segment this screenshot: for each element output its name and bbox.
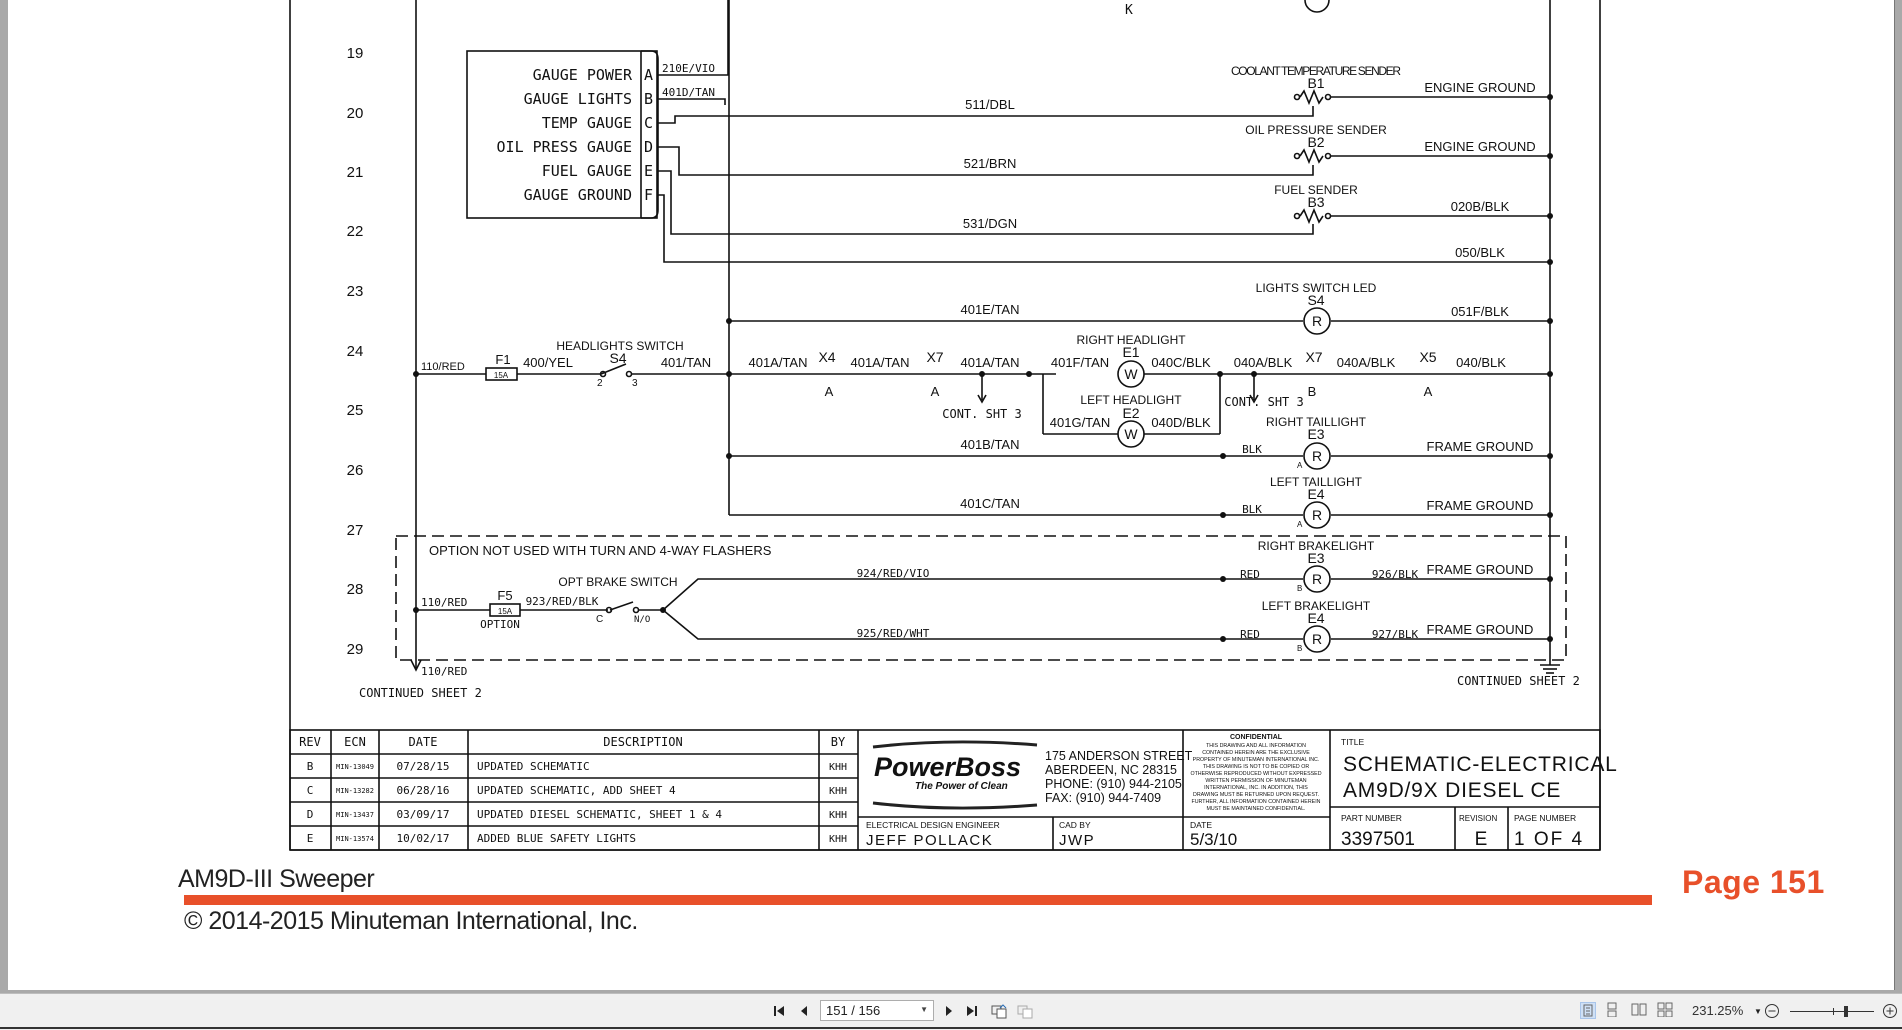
svg-text:FUEL SENDER: FUEL SENDER xyxy=(1274,183,1358,197)
svg-text:COOLANT TEMPERATURE SENDER: COOLANT TEMPERATURE SENDER xyxy=(1231,64,1401,78)
svg-text:RIGHT BRAKELIGHT: RIGHT BRAKELIGHT xyxy=(1257,539,1375,553)
svg-text:FUEL GAUGE: FUEL GAUGE xyxy=(541,162,632,180)
svg-text:KHH: KHH xyxy=(828,786,848,797)
svg-text:KHH: KHH xyxy=(828,810,848,821)
svg-text:050/BLK: 050/BLK xyxy=(1455,245,1505,260)
svg-text:UPDATED DIESEL SCHEMATIC, SHEE: UPDATED DIESEL SCHEMATIC, SHEET 1 & 4 xyxy=(477,808,723,821)
zoom-in-icon xyxy=(1882,1003,1898,1019)
svg-text:B: B xyxy=(1297,644,1303,653)
svg-text:RIGHT HEADLIGHT: RIGHT HEADLIGHT xyxy=(1076,333,1186,347)
svg-text:ELECTRICAL DESIGN ENGINEER: ELECTRICAL DESIGN ENGINEER xyxy=(866,820,1000,830)
svg-text:110/RED: 110/RED xyxy=(421,361,465,373)
zoom-out-button[interactable] xyxy=(1764,1002,1780,1020)
zoom-dropdown-icon[interactable]: ▼ xyxy=(1754,1006,1762,1016)
svg-text:B: B xyxy=(644,90,654,108)
continuous-view-button[interactable] xyxy=(1605,1002,1621,1019)
svg-text:10/02/17: 10/02/17 xyxy=(396,832,450,845)
svg-text:E3: E3 xyxy=(1307,550,1325,566)
svg-text:051F/BLK: 051F/BLK xyxy=(1451,304,1509,319)
svg-text:E3: E3 xyxy=(1307,426,1325,442)
svg-text:ENGINE GROUND: ENGINE GROUND xyxy=(1424,80,1536,95)
viewer-toolbar xyxy=(0,993,1902,1030)
svg-text:B: B xyxy=(1307,384,1317,399)
next-view-icon xyxy=(1017,1003,1033,1019)
svg-text:1 OF 4: 1 OF 4 xyxy=(1514,829,1585,850)
svg-text:X5: X5 xyxy=(1419,349,1437,365)
svg-text:C: C xyxy=(306,784,314,797)
svg-text:TITLE: TITLE xyxy=(1341,737,1365,747)
svg-text:MUST BE MAINTAINED CONFIDENTIA: MUST BE MAINTAINED CONFIDENTIAL. xyxy=(1206,806,1306,812)
svg-text:WRITTEN PERMISSION OF MINUTEMA: WRITTEN PERMISSION OF MINUTEMAN xyxy=(1205,778,1307,784)
page-number-field[interactable] xyxy=(820,1000,934,1021)
svg-text:ABERDEEN, NC 28315: ABERDEEN, NC 28315 xyxy=(1045,763,1178,777)
svg-text:CONTAINED HEREIN ARE THE EXCLU: CONTAINED HEREIN ARE THE EXCLUSIVE xyxy=(1202,750,1310,756)
facing-icon xyxy=(1631,1002,1647,1017)
revision-table xyxy=(299,735,847,845)
svg-text:A: A xyxy=(824,384,834,399)
svg-text:BY: BY xyxy=(830,735,846,749)
svg-text:24: 24 xyxy=(346,343,364,360)
svg-text:KHH: KHH xyxy=(828,762,848,773)
svg-text:S4: S4 xyxy=(609,350,627,366)
svg-text:GAUGE LIGHTS: GAUGE LIGHTS xyxy=(523,90,632,108)
svg-text:OPTION: OPTION xyxy=(480,618,520,631)
zoom-level[interactable]: 231.25% xyxy=(1692,1003,1744,1018)
svg-text:521/BRN: 521/BRN xyxy=(963,156,1017,171)
svg-text:27: 27 xyxy=(346,522,364,539)
first-page-icon xyxy=(773,1004,787,1018)
svg-text:401A/TAN: 401A/TAN xyxy=(850,355,910,370)
svg-text:LIGHTS SWITCH LED: LIGHTS SWITCH LED xyxy=(1255,281,1377,295)
next-page-button[interactable] xyxy=(942,1002,956,1020)
svg-text:PHONE: (910) 944-2105: PHONE: (910) 944-2105 xyxy=(1045,777,1182,791)
svg-text:OPT BRAKE SWITCH: OPT BRAKE SWITCH xyxy=(558,575,678,589)
svg-text:JEFF POLLACK: JEFF POLLACK xyxy=(866,832,994,849)
single-page-icon xyxy=(1581,1003,1595,1018)
svg-text:15A: 15A xyxy=(497,607,513,616)
svg-text:CONTINUED SHEET 2: CONTINUED SHEET 2 xyxy=(1457,674,1580,688)
svg-text:THIS DRAWING IS NOT TO BE COPI: THIS DRAWING IS NOT TO BE COPIED OR xyxy=(1202,764,1310,770)
svg-text:RIGHT TAILLIGHT: RIGHT TAILLIGHT xyxy=(1265,415,1367,429)
svg-text:F: F xyxy=(644,186,654,204)
svg-text:E4: E4 xyxy=(1307,610,1325,626)
page-number-value: 151 / 156 xyxy=(826,1003,881,1018)
svg-text:511/DBL: 511/DBL xyxy=(965,97,1015,112)
svg-text:924/RED/VIO: 924/RED/VIO xyxy=(856,567,930,580)
footer-accent-bar xyxy=(184,895,1652,905)
svg-text:DATE: DATE xyxy=(408,735,438,749)
svg-text:040A/BLK: 040A/BLK xyxy=(1233,355,1293,370)
svg-text:401E/TAN: 401E/TAN xyxy=(960,302,1020,317)
svg-text:PowerBoss: PowerBoss xyxy=(874,752,1022,782)
svg-text:040C/BLK: 040C/BLK xyxy=(1151,355,1211,370)
svg-text:401B/TAN: 401B/TAN xyxy=(960,437,1020,452)
svg-text:PART NUMBER: PART NUMBER xyxy=(1341,813,1402,823)
svg-text:PROPERTY OF MINUTEMAN INTERNAT: PROPERTY OF MINUTEMAN INTERNATIONAL INC. xyxy=(1192,757,1320,763)
svg-text:923/RED/BLK: 923/RED/BLK xyxy=(525,595,599,608)
svg-text:BLK: BLK xyxy=(1242,443,1262,456)
svg-text:OIL PRESS GAUGE: OIL PRESS GAUGE xyxy=(496,138,632,156)
powerboss-logo xyxy=(873,742,1037,808)
svg-text:401F/TAN: 401F/TAN xyxy=(1050,355,1110,370)
svg-text:B1: B1 xyxy=(1307,75,1325,91)
svg-text:401A/TAN: 401A/TAN xyxy=(960,355,1020,370)
svg-text:175 ANDERSON STREET: 175 ANDERSON STREET xyxy=(1045,749,1193,763)
svg-text:CONFIDENTIAL: CONFIDENTIAL xyxy=(1229,734,1283,741)
svg-text:DATE: DATE xyxy=(1190,820,1213,830)
lamp-glyph: R xyxy=(1311,448,1323,464)
svg-text:FRAME GROUND: FRAME GROUND xyxy=(1426,622,1534,637)
svg-text:020B/BLK: 020B/BLK xyxy=(1450,199,1510,214)
svg-text:040/BLK: 040/BLK xyxy=(1456,355,1506,370)
svg-text:DESCRIPTION: DESCRIPTION xyxy=(603,735,683,749)
svg-text:D: D xyxy=(306,808,314,821)
svg-text:FRAME GROUND: FRAME GROUND xyxy=(1426,562,1534,577)
svg-text:3: 3 xyxy=(632,378,638,389)
svg-text:FAX: (910) 944-7409: FAX: (910) 944-7409 xyxy=(1045,791,1162,805)
svg-text:TEMP GAUGE: TEMP GAUGE xyxy=(541,114,632,132)
svg-text:OTHERWISE REPRODUCED WITHOUT E: OTHERWISE REPRODUCED WITHOUT EXPRESSED xyxy=(1190,771,1322,777)
svg-text:29: 29 xyxy=(346,641,364,658)
svg-text:JWP: JWP xyxy=(1059,832,1096,849)
page-dropdown-icon[interactable]: ▼ xyxy=(920,1005,928,1014)
svg-text:FURTHER, ALL INFORMATION CONTA: FURTHER, ALL INFORMATION CONTAINED HEREIN xyxy=(1191,799,1321,805)
svg-text:ENGINE GROUND: ENGINE GROUND xyxy=(1424,139,1536,154)
svg-text:210E/VIO: 210E/VIO xyxy=(662,62,715,75)
svg-text:03/09/17: 03/09/17 xyxy=(396,808,450,821)
electrical-schematic xyxy=(8,0,1894,990)
svg-text:REVISION: REVISION xyxy=(1459,814,1498,823)
lamp-glyph: R xyxy=(1311,631,1323,647)
pdf-page xyxy=(8,0,1895,990)
svg-text:GAUGE POWER: GAUGE POWER xyxy=(532,66,632,84)
svg-text:26: 26 xyxy=(346,462,364,479)
svg-text:DRAWING MUST BE RETURNED UPON: DRAWING MUST BE RETURNED UPON REQUEST. xyxy=(1193,792,1319,798)
svg-text:CONT. SHT 3: CONT. SHT 3 xyxy=(942,407,1022,421)
svg-text:B3: B3 xyxy=(1307,194,1325,210)
svg-text:400/YEL: 400/YEL xyxy=(523,355,573,370)
svg-text:X4: X4 xyxy=(818,349,836,365)
top-marker: K xyxy=(1125,3,1133,18)
svg-text:RED: RED xyxy=(1240,628,1260,641)
facing-view-button[interactable] xyxy=(1631,1002,1647,1019)
last-page-button[interactable] xyxy=(963,1002,979,1020)
svg-text:925/RED/WHT: 925/RED/WHT xyxy=(856,627,930,640)
svg-text:E2: E2 xyxy=(1122,405,1140,421)
svg-text:MIN-13282: MIN-13282 xyxy=(336,787,374,795)
svg-text:CONT. SHT 3: CONT. SHT 3 xyxy=(1224,395,1304,409)
zoom-slider-thumb[interactable] xyxy=(1844,1006,1848,1017)
svg-text:KHH: KHH xyxy=(828,834,848,845)
footer-copyright: © 2014-2015 Minuteman International, Inc. xyxy=(184,907,638,935)
svg-text:D: D xyxy=(644,138,654,156)
svg-text:PAGE NUMBER: PAGE NUMBER xyxy=(1514,813,1577,823)
svg-text:E: E xyxy=(306,832,314,845)
svg-text:926/BLK: 926/BLK xyxy=(1371,568,1419,581)
confidential-notice xyxy=(1190,734,1321,812)
svg-text:F5: F5 xyxy=(497,588,513,603)
svg-text:A: A xyxy=(930,384,940,399)
svg-text:FRAME GROUND: FRAME GROUND xyxy=(1426,439,1534,454)
zoom-in-button[interactable] xyxy=(1882,1002,1898,1020)
continuous-facing-icon xyxy=(1657,1002,1673,1017)
svg-text:20: 20 xyxy=(346,105,364,122)
next-page-icon xyxy=(944,1004,954,1018)
svg-text:MIN-13049: MIN-13049 xyxy=(336,763,374,771)
svg-text:927/BLK: 927/BLK xyxy=(1371,628,1419,641)
zoom-slider-tick xyxy=(1833,1008,1834,1015)
footer-page-number: Page 151 xyxy=(1682,864,1825,900)
svg-text:ADDED BLUE SAFETY LIGHTS: ADDED BLUE SAFETY LIGHTS xyxy=(477,832,636,845)
svg-text:ECN: ECN xyxy=(344,735,366,749)
svg-text:RED: RED xyxy=(1240,568,1260,581)
svg-text:INTERNATIONAL, INC. IN ADDITIO: INTERNATIONAL, INC. IN ADDITION, THIS xyxy=(1204,785,1308,791)
svg-text:401D/TAN: 401D/TAN xyxy=(662,86,715,99)
svg-text:N/O: N/O xyxy=(634,615,651,625)
svg-text:110/RED: 110/RED xyxy=(421,596,468,609)
previous-view-icon xyxy=(991,1003,1007,1019)
svg-text:07/28/15: 07/28/15 xyxy=(396,760,450,773)
svg-text:LEFT TAILLIGHT: LEFT TAILLIGHT xyxy=(1269,475,1363,489)
svg-text:HEADLIGHTS SWITCH: HEADLIGHTS SWITCH xyxy=(556,339,684,353)
svg-text:401C/TAN: 401C/TAN xyxy=(960,496,1020,511)
svg-text:REV: REV xyxy=(299,735,321,749)
previous-page-button[interactable] xyxy=(797,1002,811,1020)
option-note: OPTION NOT USED WITH TURN AND 4-WAY FLASHERS xyxy=(429,543,772,558)
svg-text:C: C xyxy=(644,114,654,132)
svg-text:040A/BLK: 040A/BLK xyxy=(1336,355,1396,370)
svg-text:23: 23 xyxy=(346,283,364,300)
svg-text:S4: S4 xyxy=(1307,292,1325,308)
svg-text:MIN-13574: MIN-13574 xyxy=(336,835,374,843)
single-page-view-button[interactable] xyxy=(1580,1002,1596,1019)
svg-text:401G/TAN: 401G/TAN xyxy=(1049,415,1111,430)
lamp-glyph: W xyxy=(1124,366,1138,382)
svg-text:The Power of Clean: The Power of Clean xyxy=(915,781,1008,792)
lamp-glyph: R xyxy=(1311,571,1323,587)
svg-text:UPDATED SCHEMATIC, ADD SHEET 4: UPDATED SCHEMATIC, ADD SHEET 4 xyxy=(477,784,676,797)
svg-text:3397501: 3397501 xyxy=(1341,829,1415,850)
svg-text:A: A xyxy=(1297,520,1303,529)
footer-product-name: AM9D-III Sweeper xyxy=(178,865,375,893)
svg-text:110/RED: 110/RED xyxy=(421,665,468,678)
previous-page-icon xyxy=(799,1004,809,1018)
zoom-slider[interactable] xyxy=(1790,1011,1874,1012)
svg-text:06/28/16: 06/28/16 xyxy=(396,784,450,797)
svg-text:X7: X7 xyxy=(1305,349,1323,365)
svg-text:FRAME GROUND: FRAME GROUND xyxy=(1426,498,1534,513)
svg-text:C: C xyxy=(596,614,604,625)
previous-view-button[interactable] xyxy=(990,1002,1008,1020)
svg-text:MIN-13437: MIN-13437 xyxy=(336,811,374,819)
svg-text:22: 22 xyxy=(346,223,364,240)
svg-text:25: 25 xyxy=(346,402,364,419)
svg-text:UPDATED SCHEMATIC: UPDATED SCHEMATIC xyxy=(477,760,590,773)
continuous-facing-view-button[interactable] xyxy=(1657,1002,1673,1019)
first-page-button[interactable] xyxy=(772,1002,788,1020)
lamp-glyph: W xyxy=(1124,426,1138,442)
last-page-icon xyxy=(964,1004,978,1018)
row-numbers xyxy=(347,45,364,658)
svg-text:2: 2 xyxy=(597,378,603,389)
svg-text:B: B xyxy=(1297,584,1303,593)
svg-text:531/DGN: 531/DGN xyxy=(962,216,1018,231)
lamp-glyph: R xyxy=(1311,507,1323,523)
svg-text:BLK: BLK xyxy=(1242,503,1262,516)
svg-text:GAUGE GROUND: GAUGE GROUND xyxy=(523,186,632,204)
svg-text:X7: X7 xyxy=(926,349,944,365)
svg-text:A: A xyxy=(1297,461,1303,470)
svg-text:21: 21 xyxy=(346,164,364,181)
svg-text:28: 28 xyxy=(346,581,364,598)
continuous-icon xyxy=(1605,1002,1619,1017)
next-view-button[interactable] xyxy=(1016,1002,1034,1020)
svg-text:A: A xyxy=(644,66,654,84)
svg-text:THIS DRAWING AND ALL INFORMATI: THIS DRAWING AND ALL INFORMATION xyxy=(1206,743,1306,749)
svg-text:A: A xyxy=(1423,384,1433,399)
svg-text:401A/TAN: 401A/TAN xyxy=(748,355,808,370)
svg-text:AM9D/9X DIESEL CE: AM9D/9X DIESEL CE xyxy=(1343,779,1562,802)
svg-text:CAD BY: CAD BY xyxy=(1059,820,1091,830)
svg-text:B2: B2 xyxy=(1307,134,1325,150)
svg-text:OIL PRESSURE SENDER: OIL PRESSURE SENDER xyxy=(1245,123,1387,137)
svg-text:E: E xyxy=(1474,829,1488,850)
lamp-glyph: R xyxy=(1311,313,1323,329)
svg-text:E: E xyxy=(644,162,654,180)
svg-text:LEFT BRAKELIGHT: LEFT BRAKELIGHT xyxy=(1261,599,1371,613)
svg-text:LEFT HEADLIGHT: LEFT HEADLIGHT xyxy=(1080,393,1182,407)
svg-text:19: 19 xyxy=(346,45,364,62)
svg-text:401/TAN: 401/TAN xyxy=(660,355,712,370)
svg-text:040D/BLK: 040D/BLK xyxy=(1151,415,1211,430)
svg-text:SCHEMATIC-ELECTRICAL: SCHEMATIC-ELECTRICAL xyxy=(1343,753,1618,776)
svg-text:E1: E1 xyxy=(1122,344,1140,360)
svg-text:5/3/10: 5/3/10 xyxy=(1190,830,1238,849)
svg-text:CONTINUED SHEET 2: CONTINUED SHEET 2 xyxy=(359,686,482,700)
svg-text:E4: E4 xyxy=(1307,486,1325,502)
svg-text:15A: 15A xyxy=(493,371,509,380)
zoom-out-icon xyxy=(1764,1003,1780,1019)
svg-text:F1: F1 xyxy=(495,352,511,367)
svg-text:B: B xyxy=(306,760,314,773)
